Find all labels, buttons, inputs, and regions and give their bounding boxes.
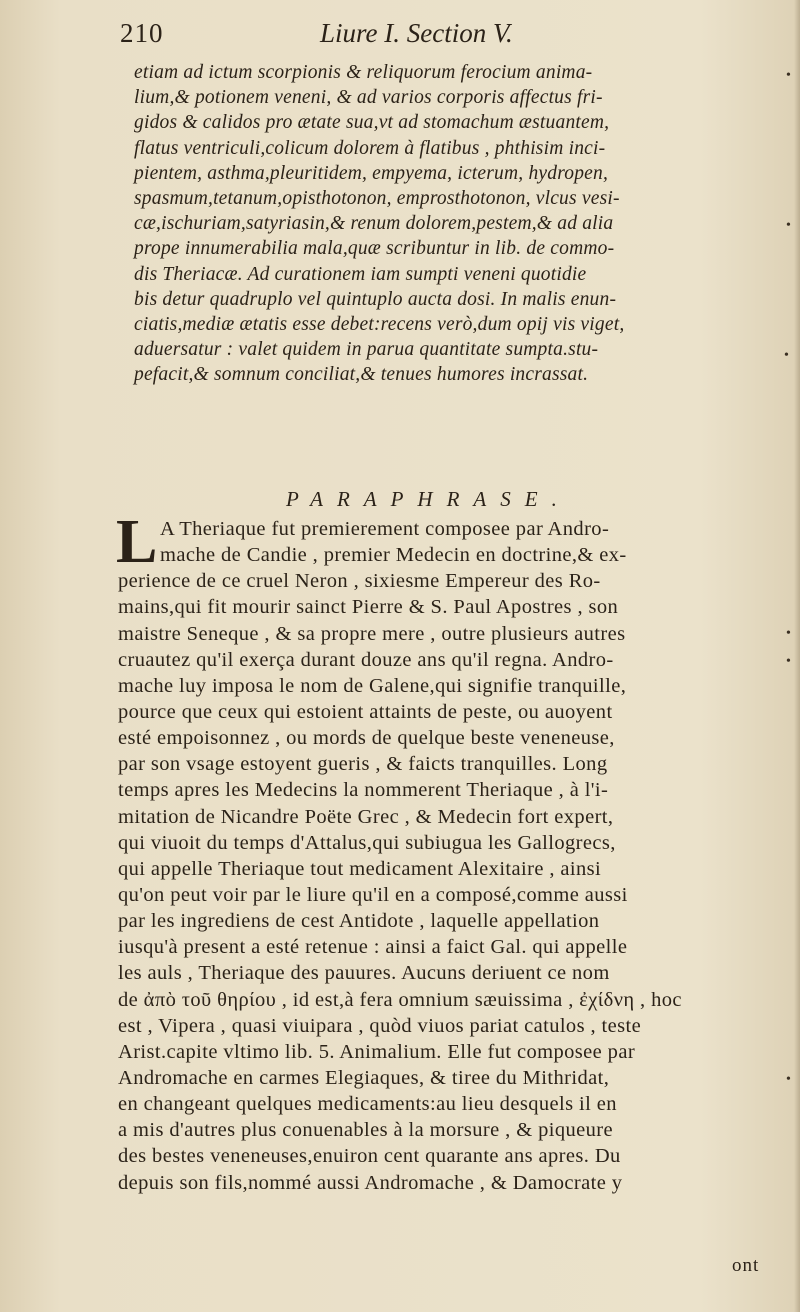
margin-dot-mark: •	[786, 626, 791, 641]
drop-cap: L	[116, 508, 158, 576]
french-line: temps apres les Medecins la nommerent Theriaque , à l'i-	[118, 779, 609, 802]
french-line: des bestes veneneuses,enuiron cent quarante ans apres. Du	[118, 1145, 621, 1168]
french-line: pource que ceux qui estoient attaints de peste, ou auoyent	[118, 700, 613, 723]
french-line: est , Vipera , quasi viuipara , quòd viuos pariat catulos , teste	[118, 1014, 642, 1037]
latin-line: pientem, asthma,pleuritidem, empyema, icterum, hydropen,	[134, 162, 609, 184]
french-line: esté empoisonnez , ou mords de quelque beste veneneuse,	[118, 727, 615, 750]
french-line: cruautez qu'il exerça durant douze ans qu'il regna. Andro-	[118, 648, 614, 671]
latin-line: dis Theriacæ. Ad curationem iam sumpti veneni quotidie	[134, 263, 587, 285]
french-line: A Theriaque fut premierement composee par Andro-	[160, 518, 610, 540]
margin-dot-mark: •	[786, 1072, 791, 1087]
latin-line: gidos & calidos pro ætate sua,vt ad stomachum æstuantem,	[134, 112, 610, 134]
french-line: mitation de Nicandre Poëte Grec , & Medecin fort expert,	[118, 805, 614, 828]
french-line: mache de Candie , premier Medecin en doctrine,& ex-	[160, 544, 627, 567]
latin-line: ciatis,mediæ ætatis esse debet:recens verò,dum opij vis viget,	[134, 313, 625, 335]
french-line: qu'on peut voir par le liure qu'il en a composé,comme aussi	[118, 883, 628, 906]
latin-line: lium,& potionem veneni, & ad varios corporis affectus fri-	[134, 87, 603, 109]
french-line: maistre Seneque , & sa propre mere , outre plusieurs autres	[118, 622, 626, 645]
margin-dot-mark: •	[786, 68, 791, 83]
latin-line: bis detur quadruplo vel quintuplo aucta dosi. In malis enun-	[134, 288, 617, 310]
french-line: iusqu'à present a esté retenue : ainsi a faict Gal. qui appelle	[118, 936, 628, 959]
french-line: Andromache en carmes Elegiaques, & tiree du Mithridat,	[118, 1066, 610, 1089]
latin-line: aduersatur : valet quidem in parua quantitate sumpta.stu-	[134, 339, 599, 361]
french-line: en changeant quelques medicaments:au lieu desquels il en	[118, 1093, 617, 1116]
latin-line: cæ,ischuriam,satyriasin,& renum dolorem,pestem,& ad alia	[134, 213, 614, 235]
french-line: depuis son fils,nommé aussi Andromache , & Damocrate y	[118, 1171, 623, 1194]
french-line: Arist.capite vltimo lib. 5. Animalium. Elle fut composee par	[118, 1040, 636, 1063]
latin-line: prope innumerabilia mala,quæ scribuntur in lib. de commo-	[134, 238, 615, 260]
margin-dot-mark: •	[786, 218, 791, 233]
latin-text-block	[134, 60, 784, 387]
running-head: Liure I. Section V.	[320, 18, 513, 48]
french-line: a mis d'autres plus conuenables à la morsure , & piqueure	[118, 1119, 614, 1142]
french-line: par les ingrediens de cest Antidote , laquelle appellation	[118, 910, 600, 933]
french-line: les auls , Theriaque des pauures. Aucuns deriuent ce nom	[118, 962, 610, 985]
margin-dot-mark: •	[786, 654, 791, 669]
section-heading: PARAPHRASE.	[286, 487, 571, 511]
margin-dot-mark: •	[784, 348, 789, 363]
french-line: par son vsage estoyent gueris , & faicts tranquilles. Long	[118, 753, 608, 776]
french-line: de ἀπὸ τοῦ θηρίου , id est,à fera omnium sæuissima , ἐχίδνη , hoc	[118, 988, 682, 1011]
french-line: qui viuoit du temps d'Attalus,qui subiugua les Gallogrecs,	[118, 831, 616, 854]
latin-line: spasmum,tetanum,opisthotonon, emprosthotonon, vlcus vesi-	[134, 187, 620, 209]
page-header	[120, 18, 680, 58]
french-line: qui appelle Theriaque tout medicament Alexitaire , ainsi	[118, 857, 602, 880]
catchword: ont	[732, 1255, 760, 1276]
french-text-block	[118, 516, 798, 1196]
latin-line: pefacit,& somnum conciliat,& tenues humores incrassat.	[134, 364, 589, 386]
french-line: mains,qui fit mourir sainct Pierre & S. Paul Apostres , son	[118, 596, 619, 619]
page-number: 210	[120, 18, 164, 48]
french-line: mache luy imposa le nom de Galene,qui signifie tranquille,	[118, 674, 627, 697]
latin-line: etiam ad ictum scorpionis & reliquorum ferocium anima-	[134, 62, 593, 83]
french-line: perience de ce cruel Neron , sixiesme Empereur des Ro-	[118, 570, 601, 593]
latin-line: flatus ventriculi,colicum dolorem à flatibus , phthisim inci-	[134, 137, 606, 159]
